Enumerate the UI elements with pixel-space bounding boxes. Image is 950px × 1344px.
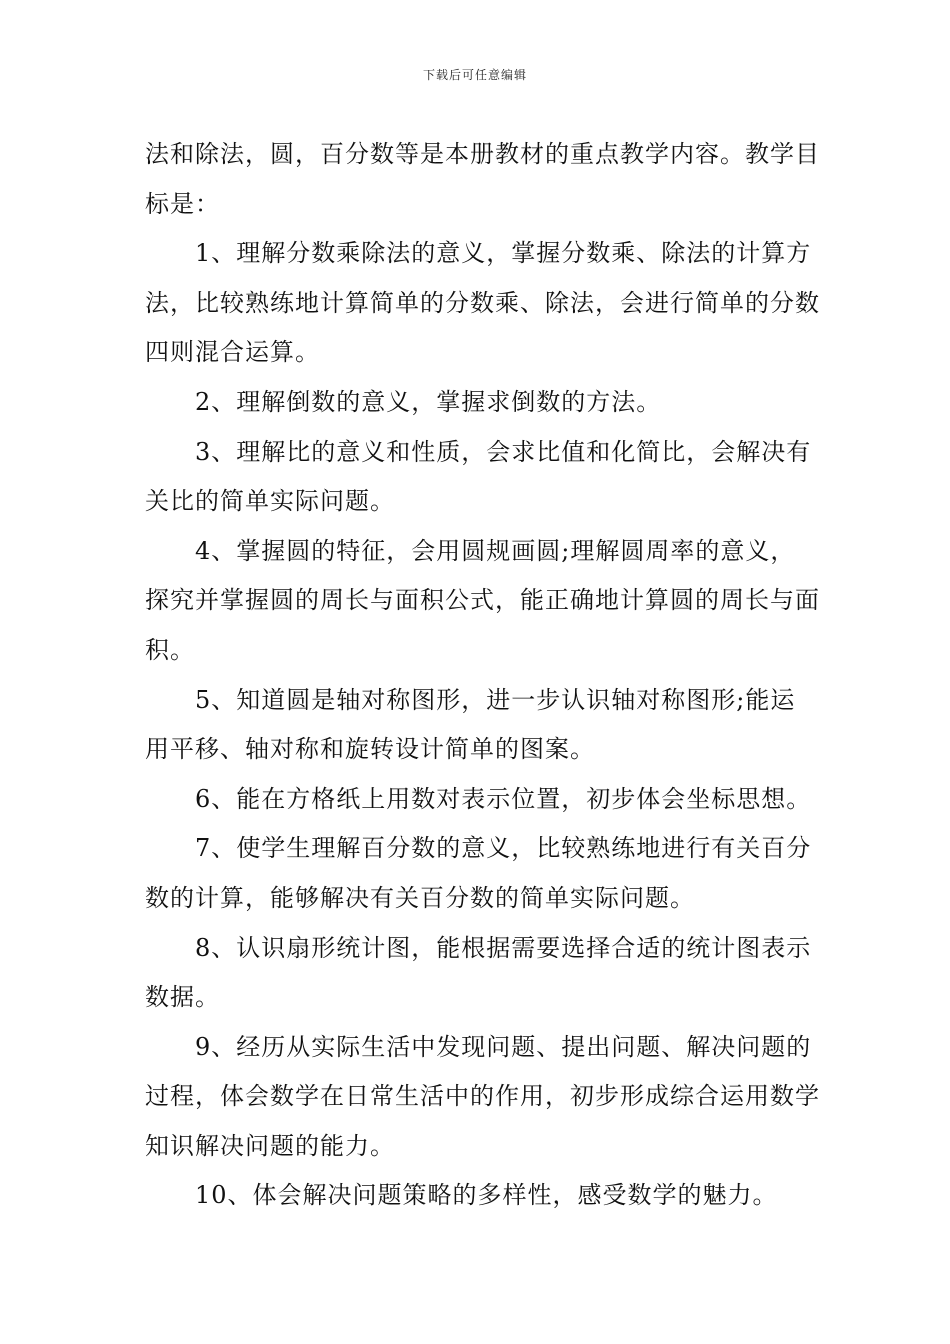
paragraph-goal-9: 9、经历从实际生活中发现问题、提出问题、解决问题的过程，体会数学在日常生活中的作用，初步形成综合运用数学知识解决问题的能力。 [145,1032,820,1160]
page-header: 下载后可任意编辑 [422,68,527,82]
paragraph-goal-6: 6、能在方格纸上用数对表示位置，初步体会坐标思想。 [195,784,812,813]
paragraph-goal-2: 2、理解倒数的意义，掌握求倒数的方法。 [195,387,662,416]
paragraph-goal-8: 8、认识扇形统计图，能根据需要选择合适的统计图表示数据。 [145,933,812,1012]
paragraph-goal-4: 4、掌握圆的特征，会用圆规画圆;理解圆周率的意义，探究并掌握圆的周长与面积公式，能正确地计算圆的周长与面积。 [145,536,820,664]
paragraph-goal-10: 10、体会解决问题策略的多样性，感受数学的魅力。 [195,1181,778,1210]
paragraph-goal-1: 1、理解分数乘除法的意义，掌握分数乘、除法的计算方法，比较熟练地计算简单的分数乘、除法，会进行简单的分数四则混合运算。 [145,239,820,367]
paragraph-goal-3: 3、理解比的意义和性质，会求比值和化简比，会解决有关比的简单实际问题。 [145,437,812,516]
paragraph-goal-5: 5、知道圆是轴对称图形，进一步认识轴对称图形;能运用平移、轴对称和旋转设计简单的图案。 [145,685,796,764]
paragraph-intro: 法和除法，圆，百分数等是本册教材的重点教学内容。教学目标是： [145,140,820,218]
paragraph-goal-7: 7、使学生理解百分数的意义，比较熟练地进行有关百分数的计算，能够解决有关百分数的简单实际问题。 [145,834,812,912]
document-body [145,130,820,1221]
